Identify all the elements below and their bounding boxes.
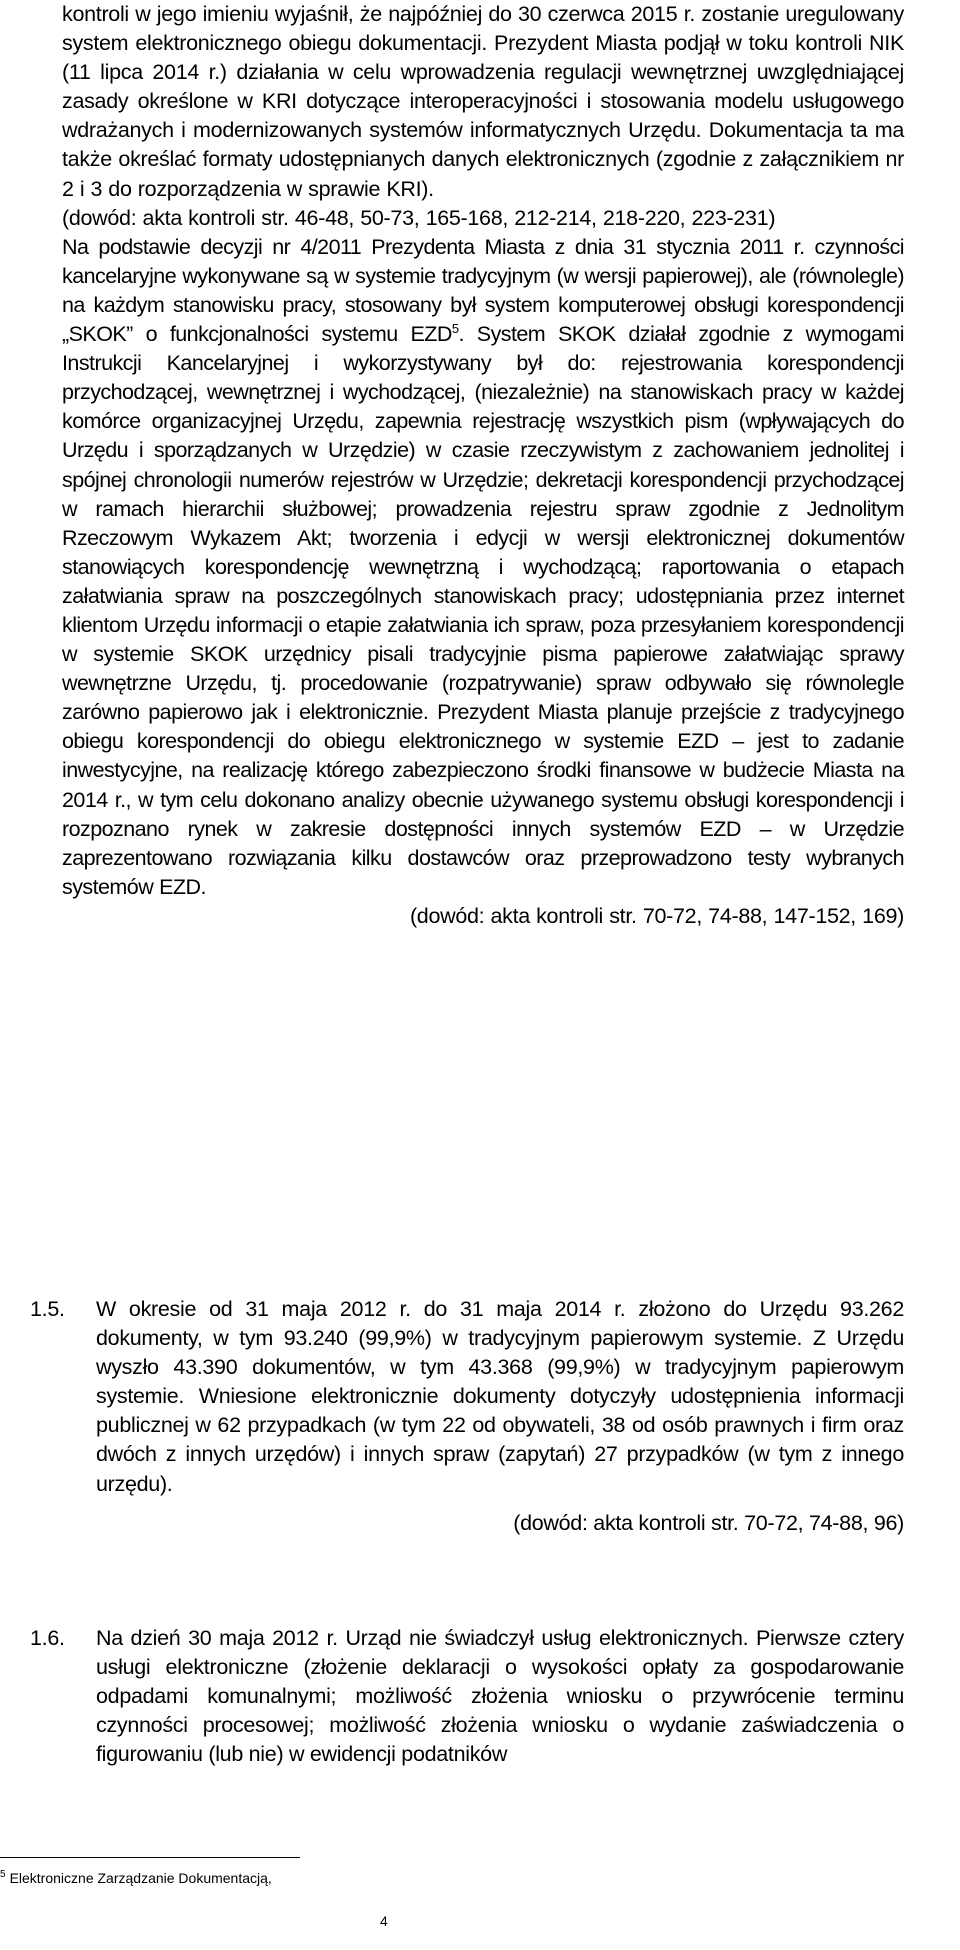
paragraph-2 — [62, 233, 904, 902]
evidence-note-2: (dowód: akta kontroli str. 70-72, 74-88, 147-152, 169) — [409, 903, 904, 928]
paragraph-2-start: Na podstawie decyzji nr 4/2011 Prezydenta Miasta z dnia 31 stycznia 2011 r. czynności kancelaryjne wykonywane są w systemie tradycyjnym (w wersji papierowej), ale (równolegle) na każdym stanowisku pracy, stosowany był system komputerowej obsługi korespondencji „SKOK” o funkcjonalności systemu EZD — [62, 234, 904, 347]
footnote-reference: 5 — [451, 320, 459, 336]
footnote-mark: 5 — [0, 1869, 6, 1881]
footnote-text: Elektroniczne Zarządzanie Dokumentacją, — [9, 1870, 272, 1886]
section-1-6 — [30, 1624, 904, 1769]
section-number: 1.6. — [30, 1626, 65, 1650]
section-text: Na dzień 30 maja 2012 r. Urząd nie świadczył usług elektronicznych. Pierwsze cztery usługi elektroniczne (złożenie deklaracji o wysokości opłaty za gospodarowanie odpadami komunalnymi; możliwość złożenia wniosku o przywrócenie terminu czynności procesowej; możliwość złożenia wniosku o wydanie zaświadczenia o figurowaniu (lub nie) w ewidencji podatników — [96, 1626, 904, 1767]
main-text-block — [62, 0, 904, 931]
paragraph-1: kontroli w jego imieniu wyjaśnił, że najpóźniej do 30 czerwca 2015 r. zostanie uregulowany system elektronicznego obiegu dokumentacji. Prezydent Miasta podjął w toku kontroli NIK (11 lipca 2014 r.) działania w celu wprowadzenia regulacji wewnętrznej uwzględniającej zasady określone w KRI dotyczące interoperacyjności i stosowania modelu usługowego wdrażanych i modernizowanych systemów informatycznych Urzędu. Dokumentacja ta ma także określać formaty udostępnianych danych elektronicznych (zgodnie z załącznikiem nr 2 i 3 do rozporządzenia w sprawie KRI). — [62, 2, 904, 201]
evidence-note-3: (dowód: akta kontroli str. 70-72, 74-88, 96) — [513, 1510, 904, 1535]
footnote — [0, 1869, 272, 1887]
section-text: W okresie od 31 maja 2012 r. do 31 maja 2014 r. złożono do Urzędu 93.262 dokumenty, w tym 93.240 (99,9%) w tradycyjnym papierowym systemie. Z Urzędu wyszło 43.390 dokumentów, w tym 43.368 (99,9%) w tradycyjnym papierowym systemie. Wniesione elektronicznie dokumenty dotyczyły udostępnienia informacji publicznej w 62 przypadkach (w tym 22 od obywateli, 38 od osób prawnych i firm oraz dwóch z innych urzędów) i innych spraw (zapytań) 27 przypadków (w tym z innego urzędu). — [96, 1297, 904, 1496]
evidence-note-1: (dowód: akta kontroli str. 46-48, 50-73, 165-168, 212-214, 218-220, 223-231) — [62, 205, 776, 230]
page-number: 4 — [380, 1913, 388, 1929]
section-1-5 — [30, 1295, 904, 1538]
section-number: 1.5. — [30, 1297, 65, 1321]
paragraph-2-rest: . System SKOK działał zgodnie z wymogami Instrukcji Kancelaryjnej i wykorzystywany był do: rejestrowania korespondencji przychodzącej, wewnętrznej i wychodzącej, (niezależnie) na stanowiskach pracy w każdej komórce organizacyjnej Urzędu, zapewnia rejestrację wszystkich pism (wpływających do Urzędu i sporządzanych w Urzędzie) w czasie rzeczywistym z zachowaniem jednolitej i spójnej chronologii numerów rejestrów w Urzędzie; dekretacji korespondencji przychodzącej w ramach hierarchii służbowej; prowadzenia rejestru spraw zgodnie z Jednolitym Rzeczowym Wykazem Akt; tworzenia i edycji w wersji elektronicznej dokumentów stanowiących korespondencję wewnętrzną i wychodzącą; raportowania o etapach załatwiania spraw na poszczególnych stanowiskach pracy; udostępniania przez internet klientom Urzędu informacji o etapie załatwiania ich spraw, poza przesyłaniem korespondencji w systemie SKOK urzędnicy pisali tradycyjnie pisma papierowe załatwiając sprawy wewnętrzne Urzędu, tj. procedowanie (rozpatrywanie) spraw odbywało się równolegle zarówno papierowo jak i elektronicznie. Prezydent Miasta planuje przejście z tradycyjnego obiegu korespondencji do obiegu elektronicznego w systemie EZD – jest to zadanie inwestycyjne, na realizację którego zabezpieczono środki finansowe w budżecie Miasta na 2014 r., w tym celu dokonano analizy obecnie używanego systemu obsługi korespondencji i rozpoznano rynek w zakresie dostępności innych systemów EZD – w Urzędzie zaprezentowano rozwiązania kilku dostawców oraz przeprowadzono testy wybranych systemów EZD. — [62, 322, 904, 899]
footnote-separator — [0, 1857, 300, 1858]
